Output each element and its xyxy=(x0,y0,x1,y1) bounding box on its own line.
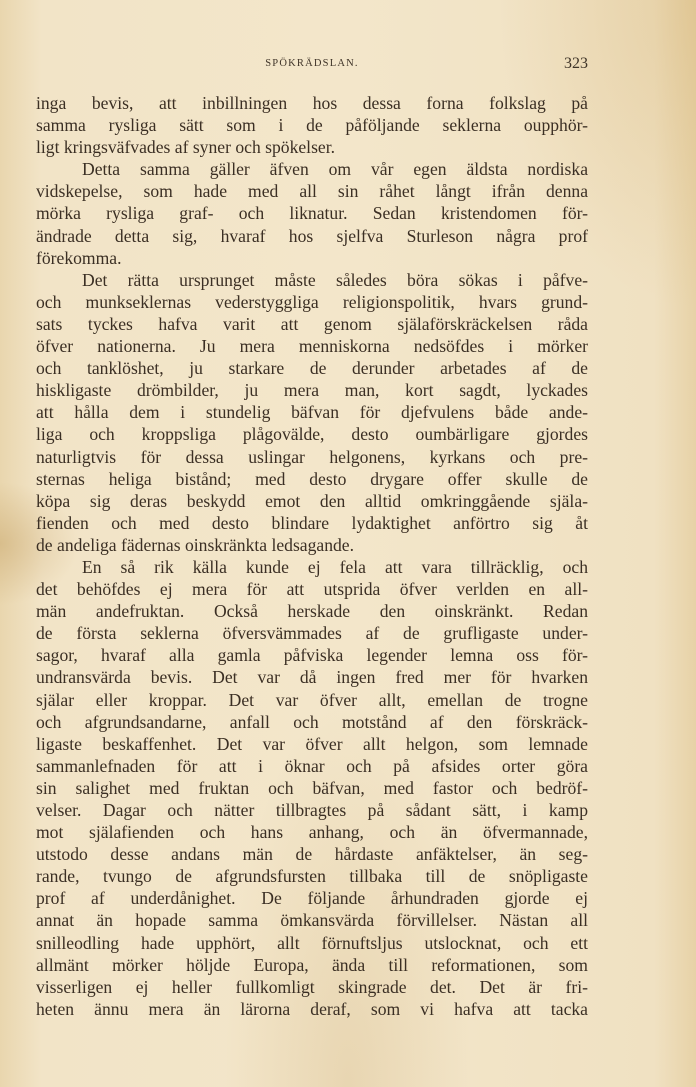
text-line: allmänt mörker höljde Europa, ända till reformationen, som xyxy=(36,954,588,975)
text-line: prof af underdånighet. De följande århundraden gjorde ej xyxy=(36,888,588,909)
text-line: sammanlefnaden för att i öknar och på afsides orter göra xyxy=(36,755,588,776)
text-line: En så rik källa kunde ej fela att vara tillräcklig, och xyxy=(82,556,588,577)
text-line: sagor, hvaraf alla gamla påfviska legender lemna oss för- xyxy=(36,645,588,666)
text-line: det behöfdes ej mera för att utsprida öfver verlden en all- xyxy=(36,579,588,600)
text-line: hiskligaste drömbilder, ju mera man, kort sagdt, lyckades xyxy=(36,380,588,401)
text-line: öfver nationerna. Ju mera menniskorna nedsöfdes i mörker xyxy=(36,336,588,357)
text-line: och afgrundsandarne, anfall och motstånd af den förskräck- xyxy=(36,711,588,732)
text-line: män andefruktan. Också herskade den oinskränkt. Redan xyxy=(36,601,588,622)
text-line: sin salighet med fruktan och bäfvan, med fastor och bedröf- xyxy=(36,777,588,798)
text-line: de första seklerna öfversvämmades af de grufligaste under- xyxy=(36,623,588,644)
text-line: sats tyckes hafva varit att genom själaförskräckelsen råda xyxy=(36,313,588,334)
text-line: visserligen ej heller fullkomligt skingrade det. Det är fri- xyxy=(36,976,588,997)
text-line: förekomma. xyxy=(36,247,122,268)
text-line: snilleodling hade upphört, allt förnuftsljus utslocknat, och ett xyxy=(36,932,588,953)
text-line: naturligtvis för dessa uslingar helgonens, kyrkans och pre- xyxy=(36,446,588,467)
text-line: undransvärda bevis. Det var då ingen fred mer för hvarken xyxy=(36,667,588,688)
text-line: mot själafienden och hans anhang, och än öfvermannade, xyxy=(36,822,588,843)
text-line: köpa sig deras beskydd emot den alltid omkringgående själa- xyxy=(36,490,588,511)
text-line: ligaste beskaffenhet. Det var öfver allt helgon, som lemnade xyxy=(36,733,588,754)
text-line: mörka rysliga graf- och liknatur. Sedan kristendomen för- xyxy=(36,203,588,224)
running-head xyxy=(36,55,588,75)
text-line: inga bevis, att inbillningen hos dessa forna folkslag på xyxy=(36,93,588,113)
text-line: annat än hopade samma ömkansvärda förvillelser. Nästan all xyxy=(36,910,588,931)
text-line: själar eller kroppar. Det var öfver allt, emellan de trogne xyxy=(36,689,588,710)
text-line: de andeliga fädernas oinskränkta ledsagande. xyxy=(36,534,355,555)
text-line: vidskepelse, som hade med all sin råhet långt ifrån denna xyxy=(36,181,588,202)
text-line: och munkseklernas vederstyggliga religionspolitik, hvars grund- xyxy=(36,291,588,312)
text-line: rande, tvungo de afgrundsfursten tillbaka till de snöpligaste xyxy=(36,866,588,887)
text-line: fienden och med desto blindare lydaktighet anförtro sig åt xyxy=(36,512,588,533)
text-line: ändrade detta sig, hvaraf hos sjelfva Sturleson några prof xyxy=(36,225,588,246)
text-line: utstodo desse andans män de hårdaste anfäktelser, än seg- xyxy=(36,844,588,865)
text-line: heten ännu mera än lärorna deraf, som vi hafva att tacka xyxy=(36,998,588,1019)
text-line: Det rätta ursprunget måste således böra sökas i påfve- xyxy=(82,269,588,290)
text-line: att hålla dem i stundelig bäfvan för djefvulens både ande- xyxy=(36,402,588,423)
text-line: Detta samma gäller äfven om vår egen äldsta nordiska xyxy=(82,159,588,180)
text-line: velser. Dagar och nätter tillbragtes på sådant sätt, i kamp xyxy=(36,800,588,820)
text-line: liga och kroppsliga plågovälde, desto oumbärligare gjordes xyxy=(36,424,588,445)
text-line: samma rysliga sätt som i de påföljande seklerna oupphör- xyxy=(36,115,588,136)
body-text xyxy=(36,92,588,1020)
text-line: ligt kringsväfvades af syner och spökelser. xyxy=(36,137,336,158)
text-line: och tanklöshet, ju starkare de derunder arbetades af de xyxy=(36,358,588,379)
page-number: 323 xyxy=(564,55,588,72)
text-line: sternas heliga bistånd; med desto drygare offer skulle de xyxy=(36,468,588,489)
running-title: SPÖKRÄDSLAN. xyxy=(265,58,359,69)
